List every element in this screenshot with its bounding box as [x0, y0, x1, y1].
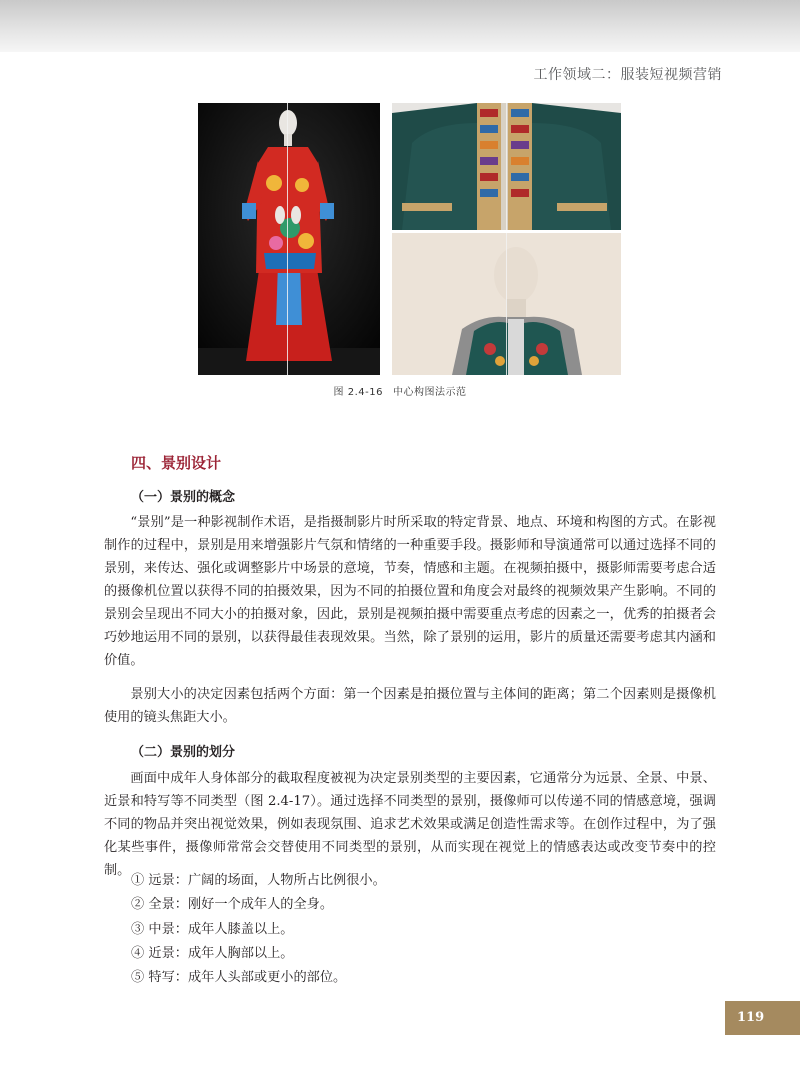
figure-number: 图 2.4-16: [333, 387, 383, 398]
center-guide-line: [506, 103, 507, 230]
page-number: 119: [725, 1001, 800, 1035]
paragraph: 画面中成年人身体部分的截取程度被视为决定景别类型的主要因素，它通常分为远景、全景、中景、近景和特写等不同类型（图 2.4-17）。通过选择不同类型的景别，摄像师可以传递不同的情感意境，强调不同的物品并突出视觉效果，例如表现氛围、追求艺术效果或满足创造性需求等。在创作过程中，为了强化某些事件，摄像师常常会交替使用不同类型的景别，从而实现在视觉上的情感表达或改变节奏中的控制。: [104, 771, 716, 878]
running-header: 工作领域二：服装短视频营销: [533, 67, 722, 83]
list-item: ③ 中景：成年人膝盖以上。: [131, 922, 294, 937]
list-item: ① 远景：广阔的场面，人物所占比例很小。: [131, 873, 386, 888]
center-guide-line: [287, 103, 288, 375]
paragraph: 景别大小的决定因素包括两个方面：第一个因素是拍摄位置与主体间的距离；第二个因素则是摄像机使用的镜头焦距大小。: [104, 687, 716, 725]
figure-caption-text: 中心构图法示范: [392, 387, 467, 398]
list-item: ④ 近景：成年人胸部以上。: [131, 946, 294, 961]
photo-red-embroidered-dress: [198, 103, 380, 375]
list-item: ② 全景：刚好一个成年人的全身。: [131, 897, 334, 912]
subsection-heading-division: （二）景别的划分: [131, 745, 236, 760]
subsection-heading-concept: （一）景别的概念: [131, 490, 236, 505]
list-item: ⑤ 特写：成年人头部或更小的部位。: [131, 970, 347, 985]
figure-caption: [0, 383, 800, 398]
center-guide-line: [506, 233, 507, 375]
header-bar: [0, 0, 800, 52]
section-heading: 四、景别设计: [131, 454, 222, 472]
paragraph: “景别”是一种影视制作术语，是指摄制影片时所采取的特定背景、地点、环境和构图的方式。在影视制作的过程中，景别是用来增强影片气氛和情绪的一种重要手段。摄影师和导演通常可以通过选择不同的景别，来传达、强化或调整影片中场景的意境，节奏，情感和主题。在视频拍摄中，摄影师需要考虑合适的摄像机位置以获得不同的拍摄效果，因为不同的拍摄位置和角度会对最终的视频效果产生影响。不同的景别会呈现出不同大小的拍摄对象，因此，景别是视频拍摄中需要重点考虑的因素之一，优秀的拍摄者会巧妙地运用不同的景别，以获得最佳表现效果。当然，除了景别的运用，影片的质量还需要考虑其内涵和价值。: [104, 515, 716, 668]
